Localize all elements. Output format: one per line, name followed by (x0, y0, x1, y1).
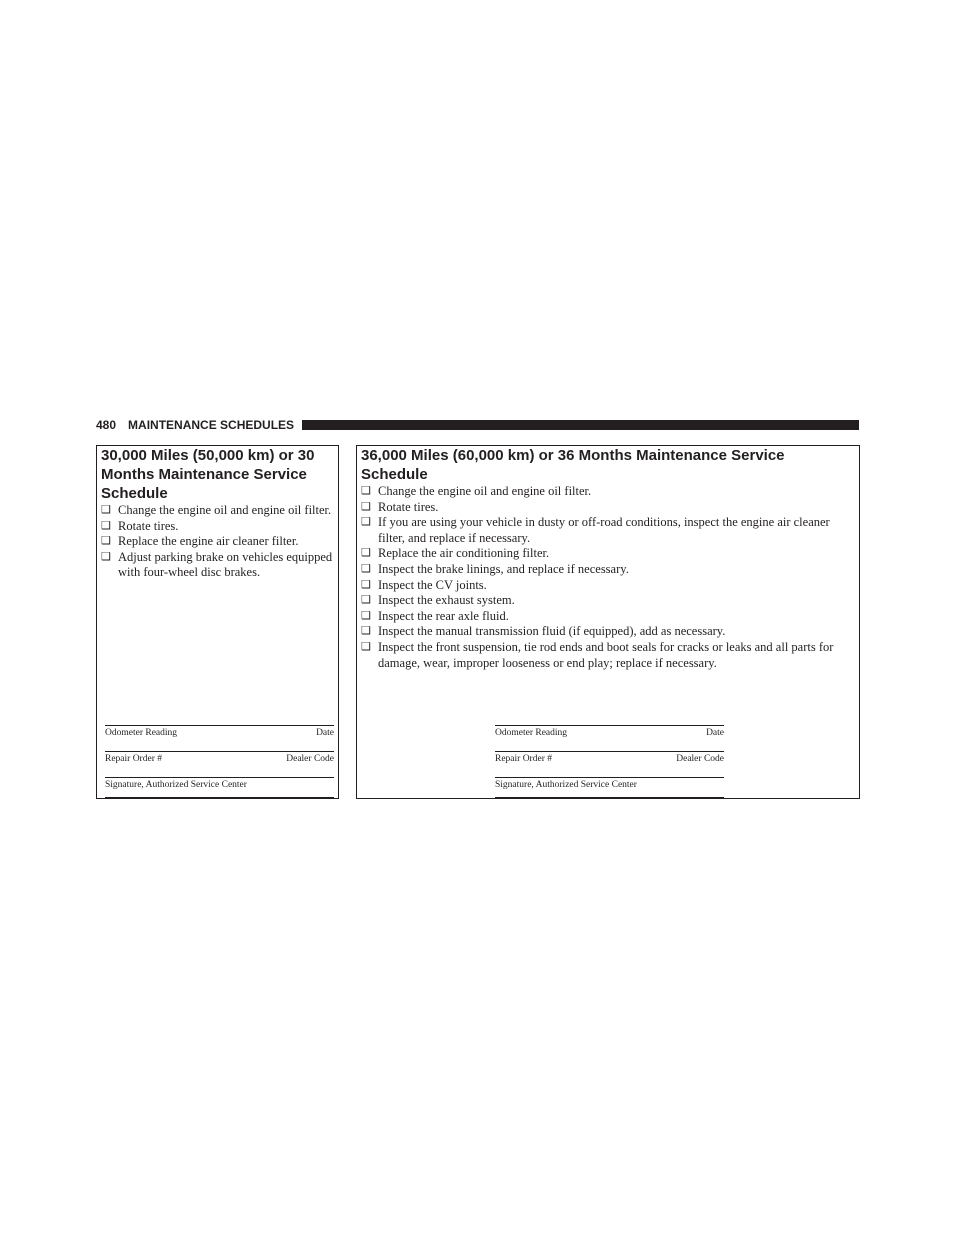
list-item[interactable]: ❑ Inspect the front suspension, tie rod ends and boot seals for cracks or leaks and all parts for damage, wear, improper looseness or end play; replace if necessary. (361, 639, 834, 670)
list-item[interactable]: ❑ Adjust parking brake on vehicles equipped with four-wheel disc brakes. (101, 549, 333, 580)
signature-label: Signature, Authorized Service Center (495, 780, 637, 790)
schedule-box-30000 (96, 445, 339, 799)
checkbox-icon[interactable]: ❑ (361, 547, 371, 560)
checklist (361, 484, 851, 671)
repair-dealer-field[interactable] (495, 751, 724, 777)
list-item[interactable]: ❑ If you are using your vehicle in dusty or off-road conditions, inspect the engine air cleaner filter, and replace if necessary. (361, 515, 830, 545)
list-item[interactable]: ❑ Inspect the CV joints. (361, 577, 487, 592)
service-record-fields (495, 725, 724, 798)
list-item[interactable]: ❑ Inspect the exhaust system. (361, 593, 515, 608)
schedule-box-36000 (356, 445, 860, 799)
list-item[interactable]: ❑ Replace the air conditioning filter. (361, 546, 550, 561)
section-title: MAINTENANCE SCHEDULES (128, 418, 295, 432)
page-header (96, 417, 859, 433)
dealer-code-label: Dealer Code (286, 754, 334, 764)
list-item[interactable]: ❑ Inspect the brake linings, and replace if necessary. (361, 561, 629, 576)
checkbox-icon[interactable]: ❑ (361, 578, 371, 591)
odometer-label: Odometer Reading (105, 728, 178, 738)
checkbox-icon[interactable]: ❑ (101, 519, 111, 532)
checkbox-icon[interactable]: ❑ (361, 609, 371, 622)
schedule-title: 30,000 Miles (50,000 km) or 30 Months Maintenance Service Schedule (101, 447, 315, 502)
checkbox-icon[interactable]: ❑ (101, 550, 111, 563)
checkbox-icon[interactable]: ❑ (101, 504, 111, 516)
checkbox-icon[interactable]: ❑ (361, 500, 371, 513)
repair-order-label: Repair Order # (495, 754, 552, 764)
list-item[interactable]: ❑ Inspect the manual transmission fluid (if equipped), add as necessary. (361, 624, 726, 639)
signature-field[interactable] (495, 777, 724, 798)
repair-dealer-field[interactable] (105, 751, 334, 777)
checkbox-icon[interactable]: ❑ (361, 625, 371, 638)
list-item[interactable]: ❑ Replace the engine air cleaner filter. (101, 534, 299, 549)
list-item[interactable]: ❑ Change the engine oil and engine oil filter. (361, 484, 592, 498)
odometer-date-field[interactable] (105, 725, 334, 751)
schedule-title: 36,000 Miles (60,000 km) or 36 Months Maintenance Service Schedule (361, 447, 785, 483)
list-item[interactable]: ❑ Change the engine oil and engine oil filter. (101, 503, 332, 517)
checkbox-icon[interactable]: ❑ (361, 594, 371, 607)
date-label: Date (316, 728, 334, 738)
checklist (101, 503, 333, 581)
checkbox-icon[interactable]: ❑ (101, 535, 111, 548)
list-item[interactable]: ❑ Rotate tires. (361, 499, 439, 514)
list-item[interactable]: ❑ Inspect the rear axle fluid. (361, 608, 509, 623)
dealer-code-label: Dealer Code (676, 754, 724, 764)
service-record-fields (105, 725, 334, 798)
header-rule (302, 420, 859, 430)
signature-field[interactable] (105, 777, 334, 798)
checkbox-icon[interactable]: ❑ (361, 562, 371, 575)
checkbox-icon[interactable]: ❑ (361, 485, 371, 497)
page-number: 480 (96, 418, 117, 432)
odometer-date-field[interactable] (495, 725, 724, 751)
signature-label: Signature, Authorized Service Center (105, 780, 247, 790)
checkbox-icon[interactable]: ❑ (361, 640, 371, 653)
odometer-label: Odometer Reading (495, 728, 568, 738)
list-item[interactable]: ❑ Rotate tires. (101, 518, 179, 533)
date-label: Date (706, 728, 724, 738)
repair-order-label: Repair Order # (105, 754, 162, 764)
checkbox-icon[interactable]: ❑ (361, 516, 371, 529)
